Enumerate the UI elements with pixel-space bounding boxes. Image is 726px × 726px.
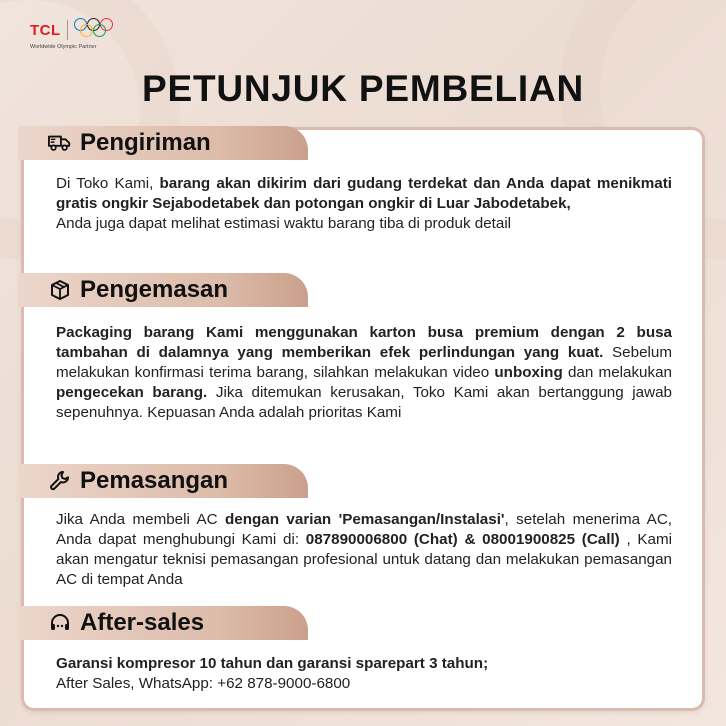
section-header-pengiriman — [18, 126, 308, 160]
section-title: After-sales — [80, 609, 205, 636]
section-body — [56, 654, 672, 694]
truck-icon — [48, 131, 72, 155]
text-run: Jika Anda membeli AC — [56, 511, 225, 528]
section-body — [56, 323, 672, 423]
text-run-bold: pengecekan barang. — [56, 384, 208, 401]
tcl-olympic-logo — [30, 18, 118, 50]
text-line: After Sales, WhatsApp: +62 878-9000-6800 — [56, 675, 351, 692]
brand-name: TCL — [30, 22, 61, 39]
section-title: Pengemasan — [80, 276, 229, 303]
text-run: Sebelum melakukan konfirmasi terima barang, silahkan melakukan video — [56, 344, 672, 381]
text-run-bold: barang akan dikirim dari gudang terdekat dan Anda dapat menikmati gratis ongkir Sejabodetabek dan potongan ongkir di Luar Jabodetabek, — [56, 175, 672, 212]
text-line-bold: Garansi kompresor 10 tahun dan garansi sparepart 3 tahun; — [56, 655, 489, 672]
text-run-bold: Packaging barang Kami menggunakan karton busa premium dengan 2 busa tambahan di dalamnya yang memberikan efek perlindungan yang kuat. — [56, 324, 672, 361]
text-run: dan melakukan — [562, 364, 672, 381]
text-run-bold: 087890006800 (Chat) & 08001900825 (Call) — [305, 531, 620, 548]
section-header-pengemasan — [18, 273, 308, 307]
logo-divider — [67, 20, 68, 40]
section-header-pemasangan — [18, 464, 308, 498]
info-card — [24, 130, 702, 708]
section-header-aftersales — [18, 606, 308, 640]
olympic-rings-icon — [74, 18, 118, 40]
section-title: Pengiriman — [80, 129, 211, 156]
text-run: Jika ditemukan kerusakan, Toko Kami akan bertanggung jawab sepenuhnya. Kepuasan Anda adalah prioritas Kami — [56, 384, 672, 421]
section-title: Pemasangan — [80, 467, 229, 494]
partner-tagline: Worldwide Olympic Partner — [30, 44, 97, 50]
section-body — [56, 174, 672, 234]
headset-icon — [48, 611, 72, 635]
box-icon — [48, 278, 72, 302]
text-run-bold: unboxing — [494, 364, 563, 381]
wrench-icon — [48, 469, 72, 493]
page-title: PETUNJUK PEMBELIAN — [142, 68, 584, 109]
text-line: Anda juga dapat melihat estimasi waktu barang tiba di produk detail — [56, 215, 512, 232]
text-run: Di Toko Kami, — [56, 175, 160, 192]
text-run: , setelah menerima AC, Anda dapat menghubungi Kami di: — [56, 511, 673, 548]
text-run: , Kami akan mengatur teknisi pemasangan profesional untuk datang dan melakukan pemasangan AC di tempat Anda — [56, 531, 673, 588]
section-body — [56, 510, 672, 590]
text-run-bold: dengan varian 'Pemasangan/Instalasi' — [225, 511, 505, 528]
